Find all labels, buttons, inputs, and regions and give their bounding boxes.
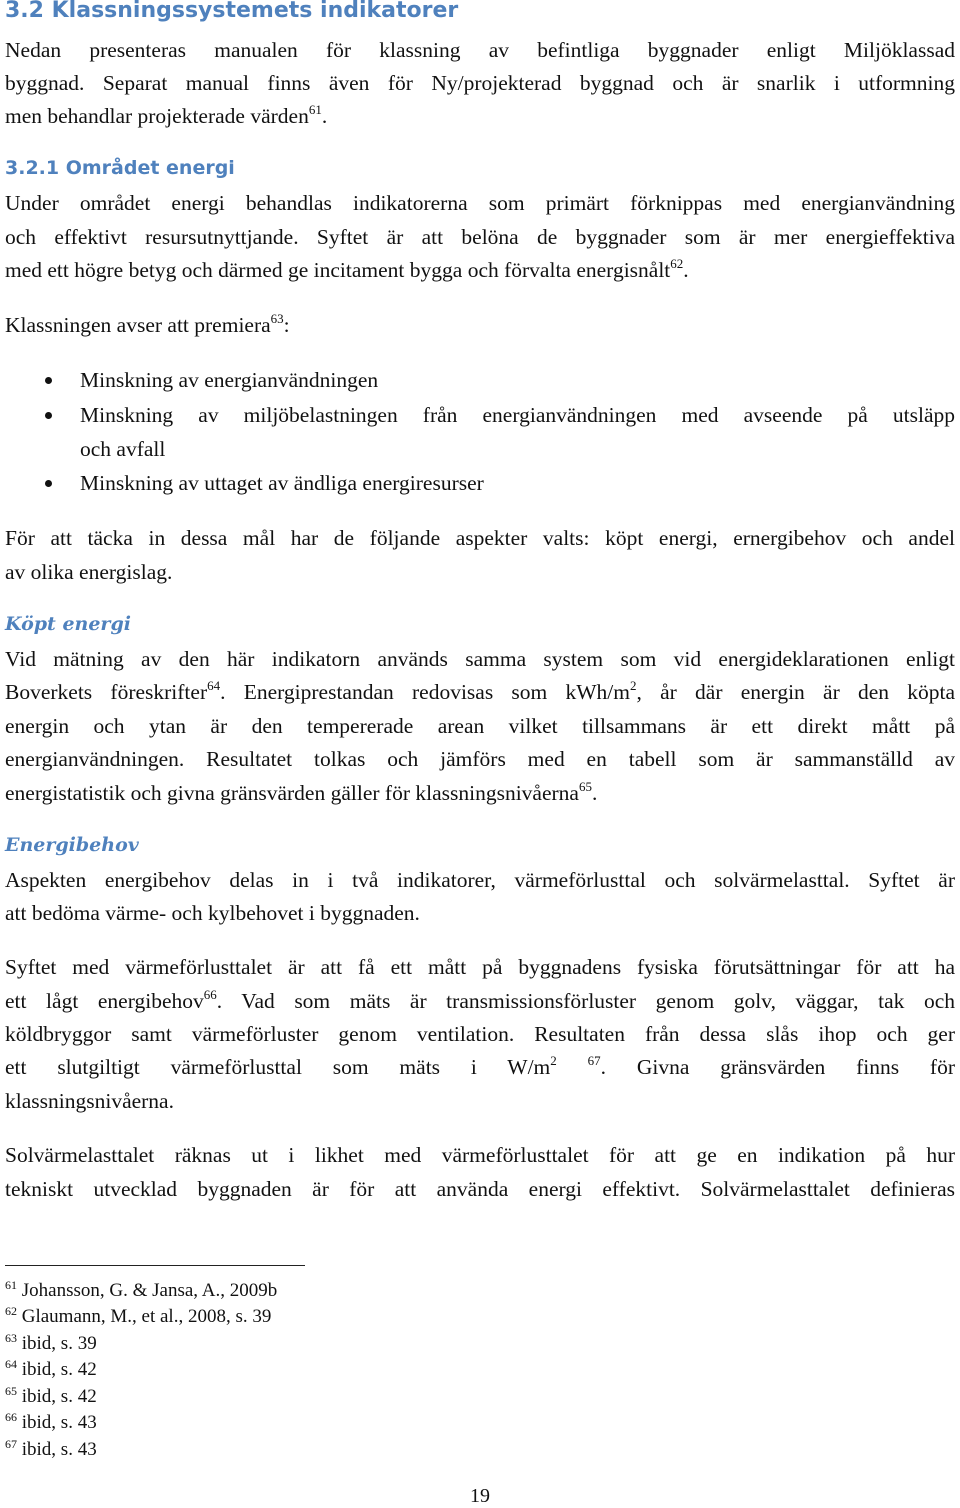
section-heading: 3.2 Klassningssystemets indikatorer bbox=[5, 0, 459, 23]
energy-para-line: med ett högre betyg och därmed ge incitament bygga och förvalta energisnålt$^{62}$. bbox=[5, 256, 689, 282]
footnote-ref: 67 bbox=[587, 1053, 601, 1068]
footnote-separator bbox=[5, 1265, 305, 1266]
kopt-energi-heading: Köpt energi bbox=[5, 613, 131, 635]
bullet-dot bbox=[45, 377, 52, 384]
energibehov-line: tekniskt utvecklad byggnaden är för att använda energi effektivt. Solvärmelasttalet definieras bbox=[5, 1177, 955, 1201]
energy-para-line: Under området energi behandlas indikatorerna som primärt förknippas med energianvändning bbox=[5, 191, 955, 215]
intro-line: men behandlar projekterade värden$^{61}$. bbox=[5, 102, 328, 128]
footnote: $^{66}$ ibid, s. 43 bbox=[5, 1410, 97, 1433]
kopt-energi-line: energianvändningen. Resultatet tolkas och jämförs med en tabell som är sammanställd av bbox=[5, 747, 955, 771]
energibehov-line: Aspekten energibehov delas in i två indikatorer, värmeförlusttal och solvärmelasttal. Syftet är bbox=[5, 868, 955, 892]
energibehov-line: ett lågt energibehov$^{66}$. Vad som mäts är transmissionsförluster genom golv, väggar, tak och bbox=[5, 987, 955, 1013]
footnote-ref: 61 bbox=[308, 102, 322, 117]
footnote-ref: 64 bbox=[207, 678, 221, 693]
footnote-ref: 65 bbox=[578, 779, 592, 794]
bullet-item: Minskning av miljöbelastningen från energianvändningen med avseende på utsläpp bbox=[80, 403, 955, 427]
footnote-ref: 62 bbox=[670, 256, 684, 271]
superscript: 2 bbox=[550, 1053, 557, 1068]
footnote: $^{64}$ ibid, s. 42 bbox=[5, 1357, 97, 1380]
bullet-dot bbox=[45, 412, 52, 419]
energibehov-line: köldbryggor samt värmeförluster genom ventilation. Resultaten från dessa slås ihop och ger bbox=[5, 1022, 955, 1046]
bullet-item: och avfall bbox=[80, 437, 166, 461]
classification-intro: Klassningen avser att premiera$^{63}$: bbox=[5, 311, 290, 337]
footnote: $^{62}$ Glaumann, M., et al., 2008, s. 39 bbox=[5, 1304, 272, 1327]
kopt-energi-line: Boverkets föreskrifter$^{64}$. Energiprestandan redovisas som kWh/$m^2$, år där energin är den köpta bbox=[5, 678, 956, 704]
intro-line: byggnad. Separat manual finns även för Ny/projekterad byggnad och är snarlik i utformning bbox=[5, 71, 955, 95]
kopt-energi-line: Vid mätning av den här indikatorn används samma system som vid energideklarationen enligt bbox=[5, 647, 955, 671]
energibehov-line: Solvärmelasttalet räknas ut i likhet med värmeförlusttalet för att ge en indikation på hur bbox=[5, 1143, 955, 1167]
bullet-item: Minskning av energianvändningen bbox=[80, 368, 379, 392]
footnote-ref: 63 bbox=[270, 311, 284, 326]
page-number: 19 bbox=[470, 1485, 490, 1507]
energibehov-line: Syftet med värmeförlusttalet är att få ett mått på byggnadens fysiska förutsättningar för att ha bbox=[5, 955, 955, 979]
energibehov-line: klassningsnivåerna. bbox=[5, 1089, 174, 1113]
intro-line: Nedan presenteras manualen för klassning av befintliga byggnader enligt Miljöklassad bbox=[5, 38, 955, 62]
aspects-line: av olika energislag. bbox=[5, 560, 173, 584]
energibehov-line: att bedöma värme- och kylbehovet i byggnaden. bbox=[5, 901, 420, 925]
footnote: $^{65}$ ibid, s. 42 bbox=[5, 1384, 97, 1407]
subsection-heading: 3.2.1 Området energi bbox=[5, 157, 235, 179]
energibehov-line: ett slutgiltigt värmeförlusttal som mäts i $W/m^2$ $^{67}$. Givna gränsvärden finns för bbox=[5, 1053, 956, 1079]
kopt-energi-line: energistatistik och givna gränsvärden gäller för klassningsnivåerna$^{65}$. bbox=[5, 779, 598, 805]
bullet-item: Minskning av uttaget av ändliga energiresurser bbox=[80, 471, 484, 495]
footnote: $^{61}$ Johansson, G. & Jansa, A., 2009b bbox=[5, 1278, 278, 1301]
footnote: $^{67}$ ibid, s. 43 bbox=[5, 1437, 97, 1460]
energy-para-line: och effektivt resursutnyttjande. Syftet är att belöna de byggnader som är mer energieffektiva bbox=[5, 225, 955, 249]
superscript: 2 bbox=[630, 678, 637, 693]
footnote: $^{63}$ ibid, s. 39 bbox=[5, 1331, 97, 1354]
bullet-dot bbox=[45, 480, 52, 487]
aspects-line: För att täcka in dessa mål har de följande aspekter valts: köpt energi, ernergibehov och andel bbox=[5, 526, 955, 550]
energibehov-heading: Energibehov bbox=[5, 834, 139, 856]
footnote-ref: 66 bbox=[203, 987, 217, 1002]
kopt-energi-line: energin och ytan är den tempererade arean vilket tillsammans är ett direkt mått på bbox=[5, 714, 955, 738]
